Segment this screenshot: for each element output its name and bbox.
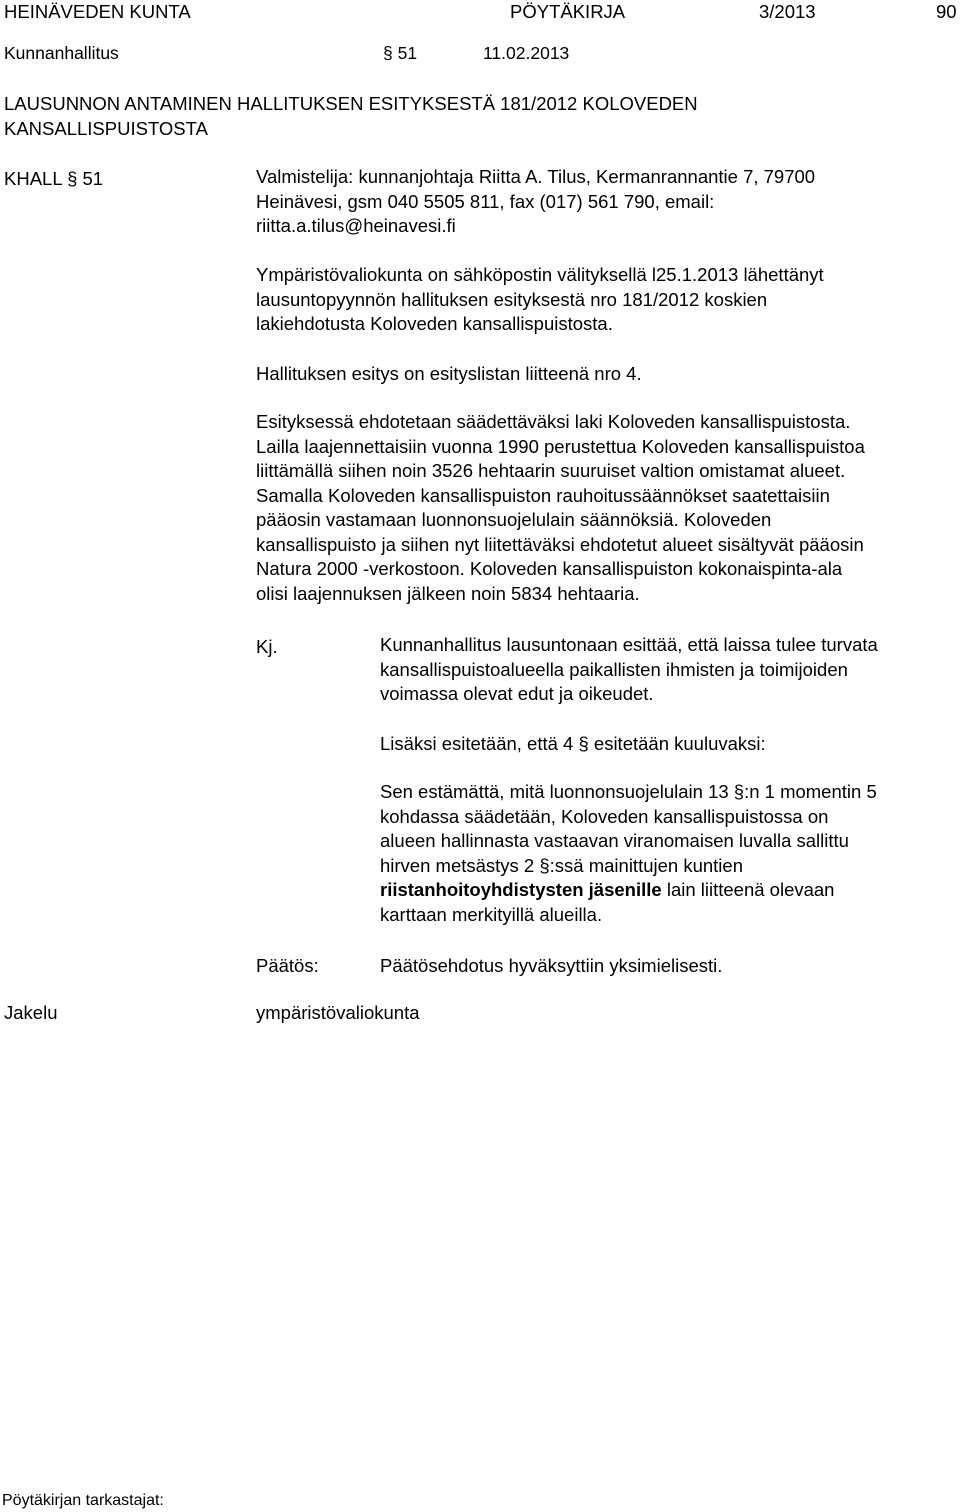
summary-line: liittämällä siihen noin 3526 hehtaarin suuruiset valtion omistamat alueet. [256,460,846,481]
title-line-2: KANSALLISPUISTOSTA [4,118,208,139]
preparer-line: riitta.a.tilus@heinavesi.fi [256,215,456,236]
distribution-label: Jakelu [4,1002,58,1023]
intro-paragraph [256,263,956,337]
amendment-line: alueen hallinnasta vastaavan viranomaisen luvalla sallittu [380,830,849,851]
addition-note [380,732,958,757]
decision-text: Päätösehdotus hyväksyttiin yksimielisesti. [380,955,723,976]
amendment-line [380,878,958,903]
meeting-date: 11.02.2013 [483,43,570,63]
preparer-block [256,165,956,239]
amendment-line: kohdassa säädetään, Koloveden kansallispuistossa on [380,805,829,827]
proposal-line: Kunnanhallitus lausuntonaan esittää, että laissa tulee turvata [380,634,878,655]
summary-line: Lailla laajennettaisiin vuonna 1990 perustettua Koloveden kansallispuistoa [256,435,865,457]
proposal-line: voimassa olevat edut ja oikeudet. [380,683,654,704]
intro-line: Ympäristövaliokunta on sähköpostin välityksellä l25.1.2013 lähettänyt [256,264,824,285]
proposal-paragraph [380,633,958,707]
footer-reviewers: Pöytäkirjan tarkastajat: [2,1492,164,1509]
summary-line: olisi laajennuksen jälkeen noin 5834 hehtaaria. [256,582,640,604]
proposal-line: kansallispuistoalueella paikallisten ihmisten ja toimijoiden [380,658,848,680]
doc-type: PÖYTÄKIRJA [510,1,626,22]
summary-line: kansallispuisto ja siihen nyt liitettäväksi ehdotetut alueet sisältyvät pääosin [256,533,864,555]
addition-text: Lisäksi esitetään, että 4 § esitetään kuuluvaksi: [380,733,766,754]
preparer-line: Heinävesi, gsm 040 5505 811, fax (017) 561 790, email: [256,190,715,212]
attachment-text: Hallituksen esitys on esityslistan liitteenä nro 4. [256,363,642,384]
section-ref: KHALL § 51 [4,168,104,189]
proposal-label: Kj. [256,636,278,657]
summary-paragraph [256,410,956,606]
attachment-note [256,362,956,387]
doc-number: 3/2013 [759,1,816,22]
amendment-line: hirven metsästys 2 §:ssä mainittujen kuntien [380,854,743,876]
amendment-paragraph [380,780,958,927]
amendment-emphasis: riistanhoitoyhdistysten jäsenille [380,879,662,900]
distribution-recipient: ympäristövaliokunta [256,1002,420,1023]
org-name: HEINÄVEDEN KUNTA [4,1,191,22]
summary-line: Esityksessä ehdotetaan säädettäväksi laki Koloveden kansallispuistosta. [256,411,851,432]
title-line-1: LAUSUNNON ANTAMINEN HALLITUKSEN ESITYKSESTÄ 181/2012 KOLOVEDEN [4,93,698,114]
summary-line: Natura 2000 -verkostoon. Koloveden kansallispuiston kokonaispinta-ala [256,558,843,579]
section-number: § 51 [383,43,418,63]
decision-label: Päätös: [256,955,319,976]
amendment-line-rest: lain liitteenä olevaan [661,879,835,900]
amendment-line: Sen estämättä, mitä luonnonsuojelulain 13 §:n 1 momentin 5 [380,781,877,802]
body-name: Kunnanhallitus [4,43,119,63]
intro-line: lakiehdotusta Koloveden kansallispuistosta. [256,313,613,334]
page-number: 90 [936,1,957,22]
preparer-line: Valmistelija: kunnanjohtaja Riitta A. Tilus, Kermanrannantie 7, 79700 [256,166,816,187]
amendment-line: karttaan merkityillä alueilla. [380,903,603,925]
summary-line: Samalla Koloveden kansallispuiston rauhoitussäännökset saatettaisiin [256,484,830,506]
summary-line: pääosin vastamaan luonnonsuojelulain säännöksiä. Koloveden [256,509,772,530]
intro-line: lausuntopyynnön hallituksen esityksestä nro 181/2012 koskien [256,288,768,310]
